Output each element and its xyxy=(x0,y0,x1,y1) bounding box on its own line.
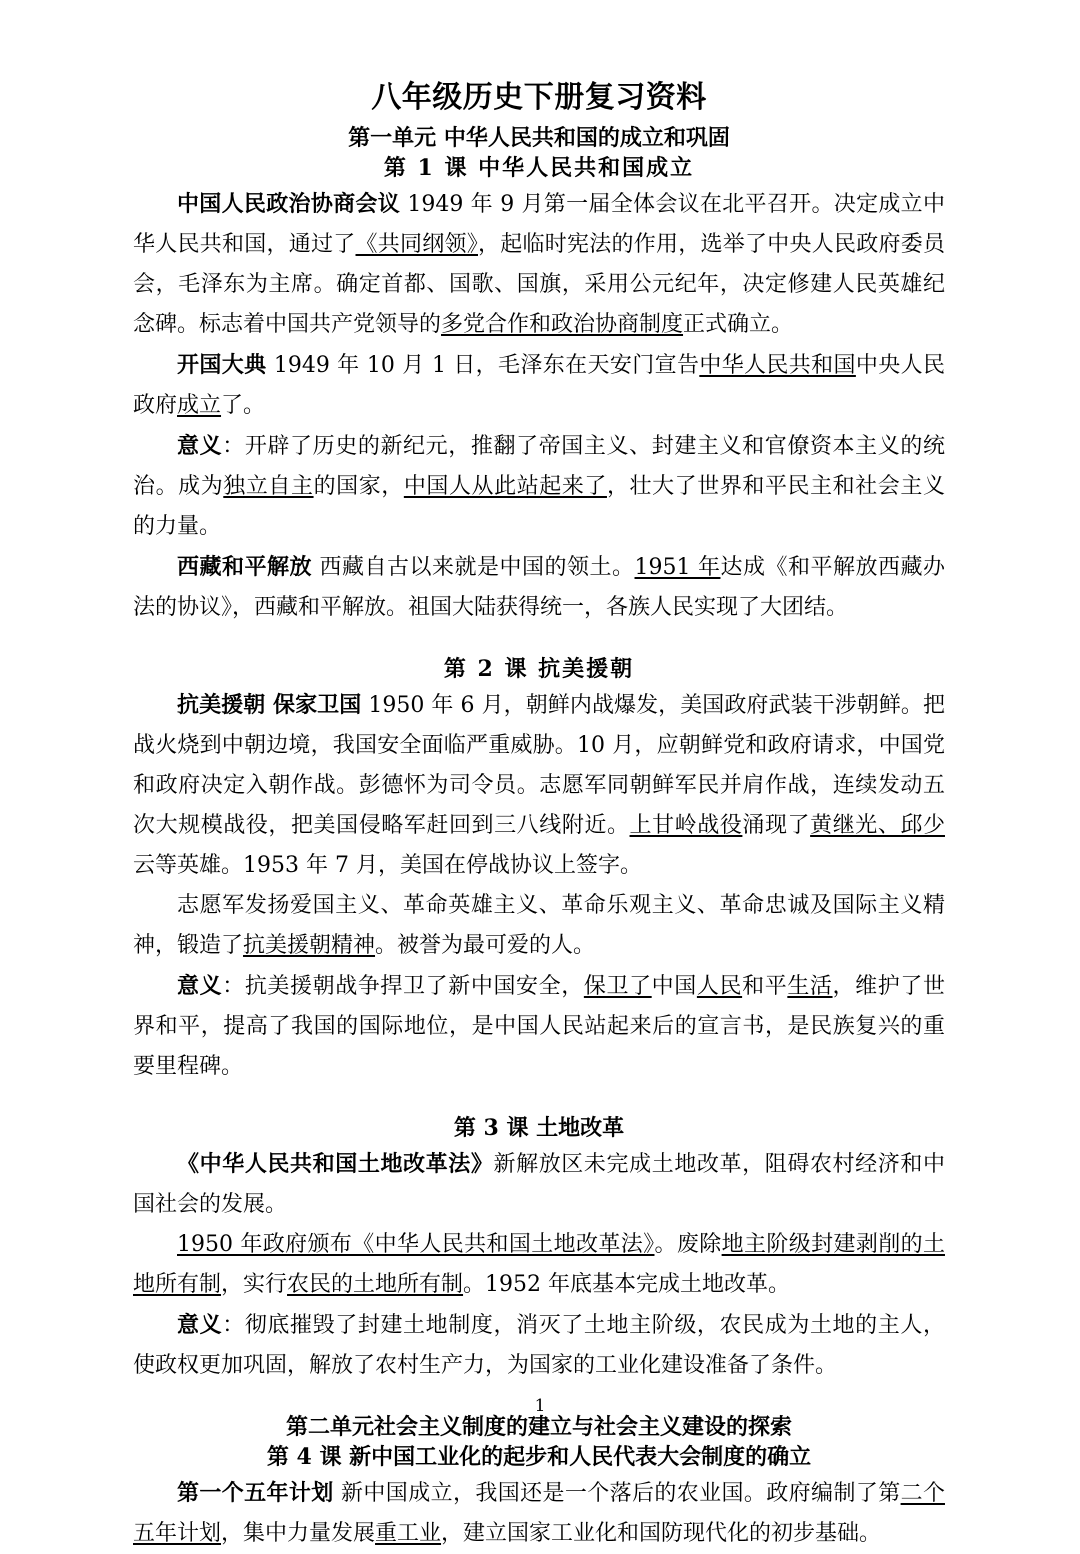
body-text: 和平 xyxy=(742,973,788,999)
underlined-1950-promulgation: 1950 年政府颁布《中华人民共和国土地改革法》 xyxy=(177,1231,655,1257)
underlined-landlord-ownership: 地主阶级封建剥削的土地所有制 xyxy=(133,1231,945,1297)
underlined-people: 人民 xyxy=(696,973,743,999)
body-text: 达成《和平解放西藏办法的协议》，西藏和平解放。祖国大陆获得统一，各族人民实现了大团结。 xyxy=(133,554,945,620)
body-text: 新解放区未完成土地改革，阻碍农村经济和中国社会的发展。 xyxy=(133,1151,945,1217)
body-text: 云等英雄。1953 年 7 月，美国在停战协议上签字。 xyxy=(133,852,642,878)
section-spacer xyxy=(133,628,945,654)
body-text: 1950 年 6 月，朝鲜内战爆发，美国政府武装干涉朝鲜。把战火烧到中朝边境，我国安全面临严重威胁。10 月，应朝鲜党和政府请求，中国党和政府决定入朝作战。彭德怀为司令员。志愿军同朝鲜军民并肩作战，连续发动五次大规模战役，把美国侵略军赶回到三八线附近。 xyxy=(133,692,945,838)
lesson-4-heading: 第 4 课 新中国工业化的起步和人民代表大会制度的确立 xyxy=(266,1443,812,1470)
paragraph-land-reform-implementation xyxy=(133,1225,945,1305)
underlined-established: 成立 xyxy=(177,392,222,418)
body-text: ：开辟了历史的新纪元，推翻了帝国主义、封建主义和官僚资本主义的统治。成为 xyxy=(133,433,945,499)
lesson-1-heading: 第 1 课 中华人民共和国成立 xyxy=(383,155,695,182)
underlined-year-1951: 1951 年 xyxy=(634,554,721,580)
lead-term: 意义 xyxy=(177,972,223,999)
lead-term: 意义 xyxy=(177,432,223,459)
underlined-independence: 独立自主 xyxy=(223,473,314,499)
underlined-shangganling-battle: 上甘岭战役 xyxy=(629,812,743,838)
paragraph-resist-america-aid-korea xyxy=(133,685,945,886)
body-text: 。1952 年底基本完成土地改革。 xyxy=(463,1271,791,1297)
body-text: ，起临时宪法的作用，选举了中央人民政府委员会，毛泽东为主席。确定首都、国歌、国旗，采用公元纪年，决定修建人民英雄纪念碑。标志着中国共产党领导的 xyxy=(133,231,945,337)
underlined-multiparty-cooperation: 多党合作和政治协商制度 xyxy=(441,311,684,337)
paragraph-significance-korea-war xyxy=(133,966,945,1087)
lesson-2-heading: 第 2 课 抗美援朝 xyxy=(443,655,635,682)
lead-term: 抗美援朝 保家卫国 xyxy=(177,691,362,718)
body-text: ，建立国家工业化和国防现代化的初步基础。 xyxy=(441,1520,882,1546)
lead-term: 开国大典 xyxy=(177,351,267,378)
lesson-3-heading: 第 3 课 土地改革 xyxy=(453,1114,625,1141)
body-text: 1949 年 10 月 1 日，毛泽东在天安门宣告 xyxy=(266,352,700,378)
paragraph-land-reform-law xyxy=(133,1144,945,1225)
underlined-chinese-stood-up: 中国人从此站起来了 xyxy=(403,473,607,499)
paragraph-first-five-year-plan xyxy=(133,1473,945,1554)
underlined-kangmeiyuanchao-spirit: 抗美援朝精神 xyxy=(243,932,376,958)
underlined-heroes: 黄继光、邱少 xyxy=(810,812,945,838)
body-text: 。被誉为最可爱的人。 xyxy=(375,932,596,958)
underlined-defended: 保卫了 xyxy=(583,973,652,999)
unit-2-heading: 第二单元社会主义制度的建立与社会主义建设的探索 xyxy=(285,1413,792,1440)
body-text: 志愿军发扬爱国主义、革命英雄主义、革命乐观主义、革命忠诚及国际主义精神，锻造了 xyxy=(133,892,945,958)
body-text: ，维护了世界和平，提高了我国的国际地位，是中国人民站起来后的宣言书，是民族复兴的重要里程碑。 xyxy=(133,973,945,1079)
body-text: 。废除 xyxy=(654,1231,722,1257)
page-title: 八年级历史下册复习资料 xyxy=(371,80,707,115)
page-number: 1 xyxy=(534,1396,546,1416)
body-text: 西藏自古以来就是中国的领土。 xyxy=(312,554,635,580)
lead-term: 《中华人民共和国土地改革法》 xyxy=(177,1150,494,1177)
body-text: 的国家， xyxy=(313,473,404,499)
body-text: 了。 xyxy=(221,392,266,418)
lead-term: 第一个五年计划 xyxy=(177,1479,334,1506)
body-text: 1949 年 9 月第一届全体会议在北平召开。决定成立中华人民共和国，通过了 xyxy=(133,191,945,257)
lead-term: 中国人民政治协商会议 xyxy=(177,190,401,217)
paragraph-significance-founding xyxy=(133,426,945,547)
body-text: ，集中力量发展 xyxy=(221,1520,376,1546)
underlined-heavy-industry: 重工业 xyxy=(375,1520,442,1546)
body-text: ，壮大了世界和平民主和社会主义的力量。 xyxy=(133,473,945,539)
paragraph-volunteer-army-spirit xyxy=(133,886,945,966)
underlined-peasant-ownership: 农民的土地所有制 xyxy=(287,1271,464,1297)
underlined-life: 生活 xyxy=(787,973,833,999)
underlined-common-program: 《共同纲领》 xyxy=(355,231,478,257)
body-text: 涌现了 xyxy=(742,812,811,838)
body-text: 正式确立。 xyxy=(683,311,794,337)
underlined-five-year-plan: 二个五年计划 xyxy=(133,1480,945,1546)
lead-term: 西藏和平解放 xyxy=(177,553,312,580)
lead-term: 意义 xyxy=(177,1311,223,1338)
body-text: ，实行 xyxy=(221,1271,288,1297)
paragraph-political-consultative-conference xyxy=(133,184,945,345)
paragraph-tibet-liberation xyxy=(133,547,945,628)
body-text: ：彻底摧毁了封建土地制度，消灭了土地主阶级，农民成为土地的主人，使政权更加巩固，解放了农村生产力，为国家的工业化建设准备了条件。 xyxy=(133,1312,945,1378)
body-text: 新中国成立，我国还是一个落后的农业国。政府编制了第 xyxy=(333,1480,901,1506)
body-text: ：抗美援朝战争捍卫了新中国安全， xyxy=(222,973,584,999)
paragraph-significance-land-reform xyxy=(133,1305,945,1386)
body-text: 中央人民政府 xyxy=(133,352,945,418)
section-spacer xyxy=(133,1087,945,1113)
paragraph-founding-ceremony xyxy=(133,345,945,426)
underlined-prc: 中华人民共和国 xyxy=(699,352,856,378)
body-text: 中国 xyxy=(651,973,697,999)
unit-1-heading: 第一单元 中华人民共和国的成立和巩固 xyxy=(348,124,730,151)
